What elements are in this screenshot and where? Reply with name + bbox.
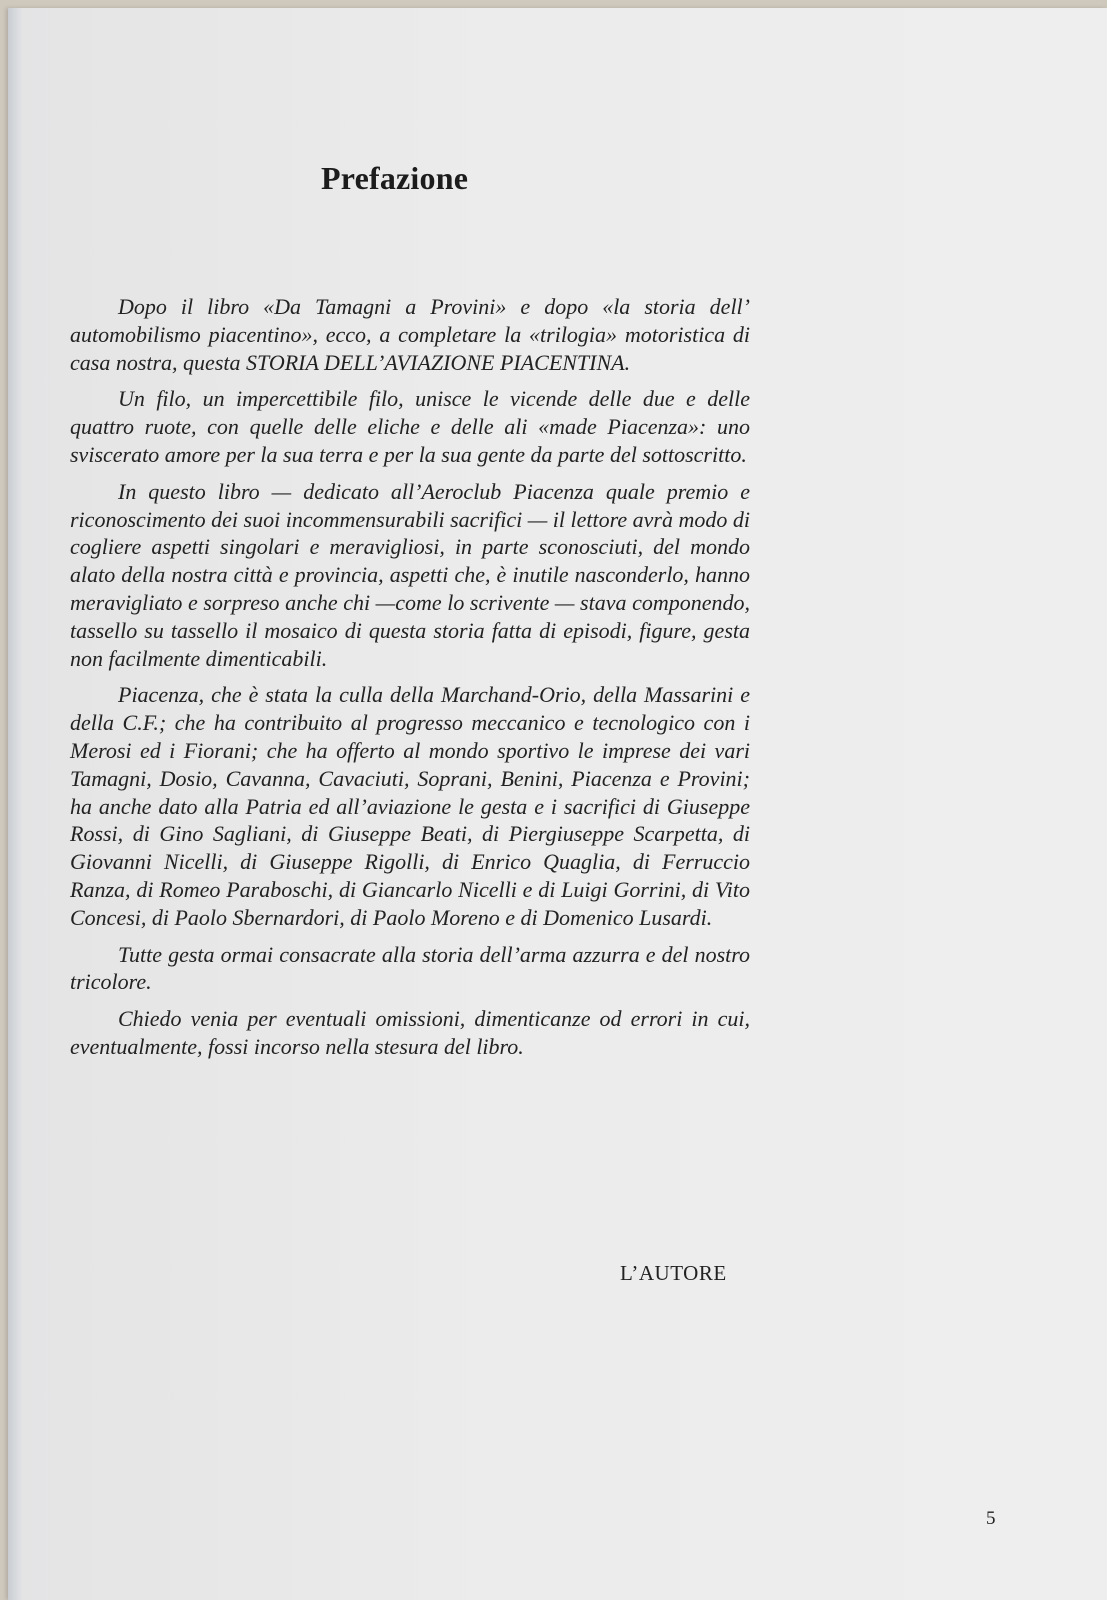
paragraph-2: Un filo, un impercettibile filo, unisce le vicende delle due e delle quattro ruote, con quelle delle eliche e delle ali «made Piacenza»: uno sviscerato amore per la sua terra e per la sua gente da parte del sottoscritto.: [70, 386, 750, 467]
author-signature: L’AUTORE: [620, 1261, 727, 1285]
paragraph-6: Chiedo venia per eventuali omissioni, dimenticanze od errori in cui, eventualmente, fossi incorso nella stesura del libro.: [70, 1006, 750, 1059]
book-page: [8, 8, 1107, 1600]
page-number: 5: [986, 1508, 996, 1529]
paragraph-3: In questo libro — dedicato all’Aeroclub Piacenza quale premio e riconoscimento dei suoi incommensurabili sacrifici — il lettore avrà modo di cogliere aspetti singolari e meravigliosi, in parte sconosciuti, del mondo alato della nostra città e provincia, aspetti che, è inutile nasconderlo, hanno meravigliato e sorpreso anche chi —come lo scrivente — stava componendo, tassello su tassello il mosaico di questa storia fatta di episodi, figure, gesta non facilmente dimenticabili.: [70, 478, 750, 671]
preface-body: [70, 293, 750, 1070]
page-title: Prefazione: [321, 160, 469, 196]
paragraph-4: Piacenza, che è stata la culla della Marchand-Orio, della Massarini e della C.F.; che ha contribuito al progresso meccanico e tecnologico con i Merosi ed i Fiorani; che ha offerto al mondo sportivo le imprese dei vari Tamagni, Dosio, Cavanna, Cavaciuti, Soprani, Benini, Piacenza e Provini; ha anche dato alla Patria ed all’aviazione le gesta e i sacrifici di Giuseppe Rossi, di Gino Sagliani, di Giuseppe Beati, di Piergiuseppe Scarpetta, di Giovanni Nicelli, di Giuseppe Rigolli, di Enrico Quaglia, di Ferruccio Ranza, di Romeo Paraboschi, di Giancarlo Nicelli e di Luigi Gorrini, di Vito Concesi, di Paolo Sbernardori, di Paolo Moreno e di Domenico Lusardi.: [70, 682, 750, 930]
paragraph-5: Tutte gesta ormai consacrate alla storia dell’arma azzurra e del nostro tricolore.: [70, 941, 750, 995]
paragraph-1: Dopo il libro «Da Tamagni a Provini» e dopo «la storia dell’ automobilismo piacentino», ecco, a completare la «trilogia» motoristica di casa nostra, questa STORIA DELL’AVIAZIONE PIACENTINA.: [70, 294, 750, 375]
